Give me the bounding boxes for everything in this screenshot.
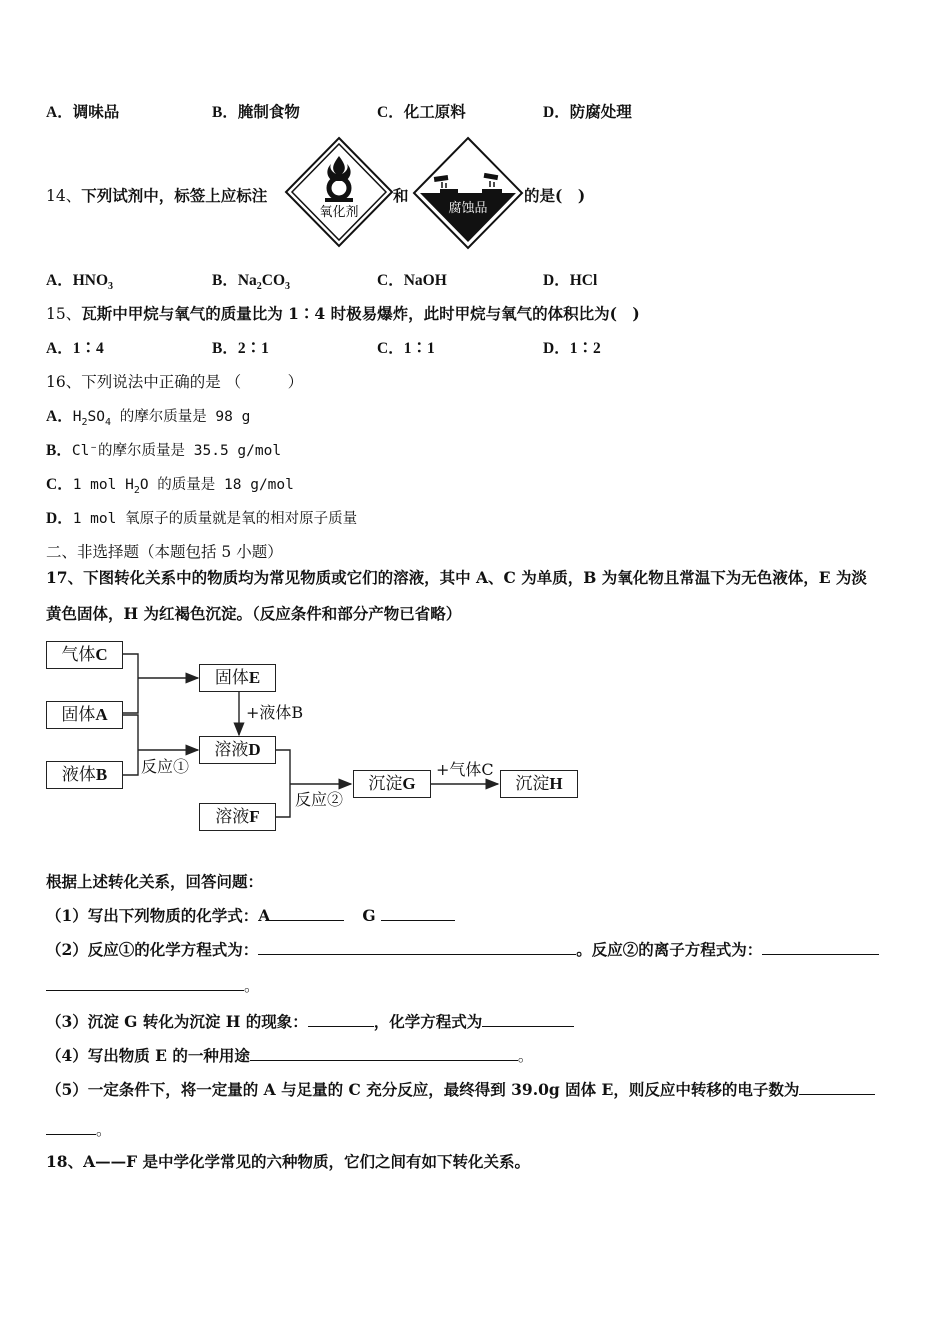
- q13-option-b: B．腌制食物: [212, 102, 300, 121]
- answer-blank-a[interactable]: [270, 906, 344, 921]
- gas-c-box: 气体C: [46, 641, 123, 669]
- q17-part5: （5）一定条件下，将一定量的 A 与足量的 C 充分反应，最终得到 39.0g 固体 E，则反应中转移的电子数为: [46, 1080, 875, 1100]
- q14-option-d: D．HCl: [543, 272, 598, 289]
- q17-part5-cont: 。: [46, 1120, 112, 1140]
- q15-option-c: C．1∶1: [377, 340, 435, 357]
- q17-intro: 根据上述转化关系，回答问题：: [46, 872, 264, 891]
- answer-blank-electrons[interactable]: [799, 1080, 875, 1095]
- solid-e-box: 固体E: [199, 664, 276, 692]
- q14-option-c: C．NaOH: [377, 272, 447, 289]
- q17-stem-line1: 17、下图转化关系中的物质均为常见物质或它们的溶液，其中 A、C 为单质，B 为氧化物且常温下为无色液体，E 为淡: [46, 568, 867, 587]
- section-2-heading: 二、非选择题（本题包括 5 小题）: [46, 543, 283, 561]
- q17-part1: （1）写出下列物质的化学式：A G: [46, 906, 455, 926]
- q17-part2-cont: 。: [46, 976, 260, 996]
- plus-liquid-b-label: +液体B: [246, 703, 304, 722]
- answer-blank-electrons-cont[interactable]: [46, 1120, 96, 1135]
- reaction-1-label: 反应①: [141, 757, 190, 776]
- q17-part3: （3）沉淀 G 转化为沉淀 H 的现象： ，化学方程式为: [46, 1012, 574, 1032]
- precipitate-g-box: 沉淀G: [353, 770, 431, 798]
- q15-option-b: B．2∶1: [212, 340, 269, 357]
- q13-option-d: D．防腐处理: [543, 102, 632, 121]
- precipitate-h-box: 沉淀H: [500, 770, 578, 798]
- q14-stem-end: 的是( ): [524, 186, 586, 205]
- q14-stem-start: 14、下列试剂中，标签上应标注: [46, 186, 268, 205]
- answer-blank-reaction2[interactable]: [762, 940, 879, 955]
- solid-a-box: 固体A: [46, 701, 123, 729]
- q15-stem: 15、瓦斯中甲烷与氧气的质量比为 1∶4 时极易爆炸，此时甲烷与氧气的体积比为( ): [46, 304, 640, 323]
- liquid-b-box: 液体B: [46, 761, 123, 789]
- answer-blank-g[interactable]: [381, 906, 455, 921]
- q13-option-a: A．调味品: [46, 102, 120, 121]
- q18-stem: 18、A——F 是中学化学常见的六种物质，它们之间有如下转化关系。: [46, 1152, 530, 1171]
- reaction-2-label: 反应②: [295, 790, 344, 809]
- q16-option-d: D．1 mol 氧原子的质量就是氧的相对原子质量: [46, 510, 358, 527]
- q17-part2: （2）反应①的化学方程式为： 。反应②的离子方程式为：: [46, 940, 879, 960]
- q16-option-a: A．$H_2SO_4$ 的摩尔质量是 98 g: [46, 408, 251, 428]
- answer-blank-use[interactable]: [250, 1046, 518, 1061]
- plus-gas-c-label: +气体C: [436, 760, 494, 779]
- q14-option-b: B．$Na_2CO_3$: [212, 272, 291, 293]
- solution-d-box: 溶液D: [199, 736, 276, 764]
- q15-option-a: A．1∶4: [46, 340, 104, 357]
- q15-option-d: D．1∶2: [543, 340, 601, 357]
- q13-option-c: C．化工原料: [377, 102, 466, 121]
- answer-blank-phenomenon[interactable]: [308, 1012, 374, 1027]
- q14-option-a: A．$HNO_3$: [46, 272, 114, 293]
- q16-stem: 16、下列说法中正确的是 （ ）: [46, 373, 304, 391]
- oxidizer-label: 氧化剂: [319, 205, 359, 220]
- q17-stem-line2: 黄色固体，H 为红褐色沉淀。（反应条件和部分产物已省略）: [46, 604, 462, 623]
- answer-blank-equation[interactable]: [482, 1012, 574, 1027]
- q16-option-c: C．1 mol $H_2O$ 的质量是 18 g/mol: [46, 476, 294, 496]
- q14-and: 和: [393, 186, 409, 205]
- q16-option-b: B．Cl⁻的摩尔质量是 35.5 g/mol: [46, 442, 282, 459]
- corrosive-label: 腐蚀品: [448, 201, 488, 216]
- q17-part4: （4）写出物质 E 的一种用途 。: [46, 1046, 534, 1065]
- answer-blank-reaction1[interactable]: [258, 940, 576, 955]
- answer-blank-reaction2-cont[interactable]: [46, 976, 244, 991]
- solution-f-box: 溶液F: [199, 803, 276, 831]
